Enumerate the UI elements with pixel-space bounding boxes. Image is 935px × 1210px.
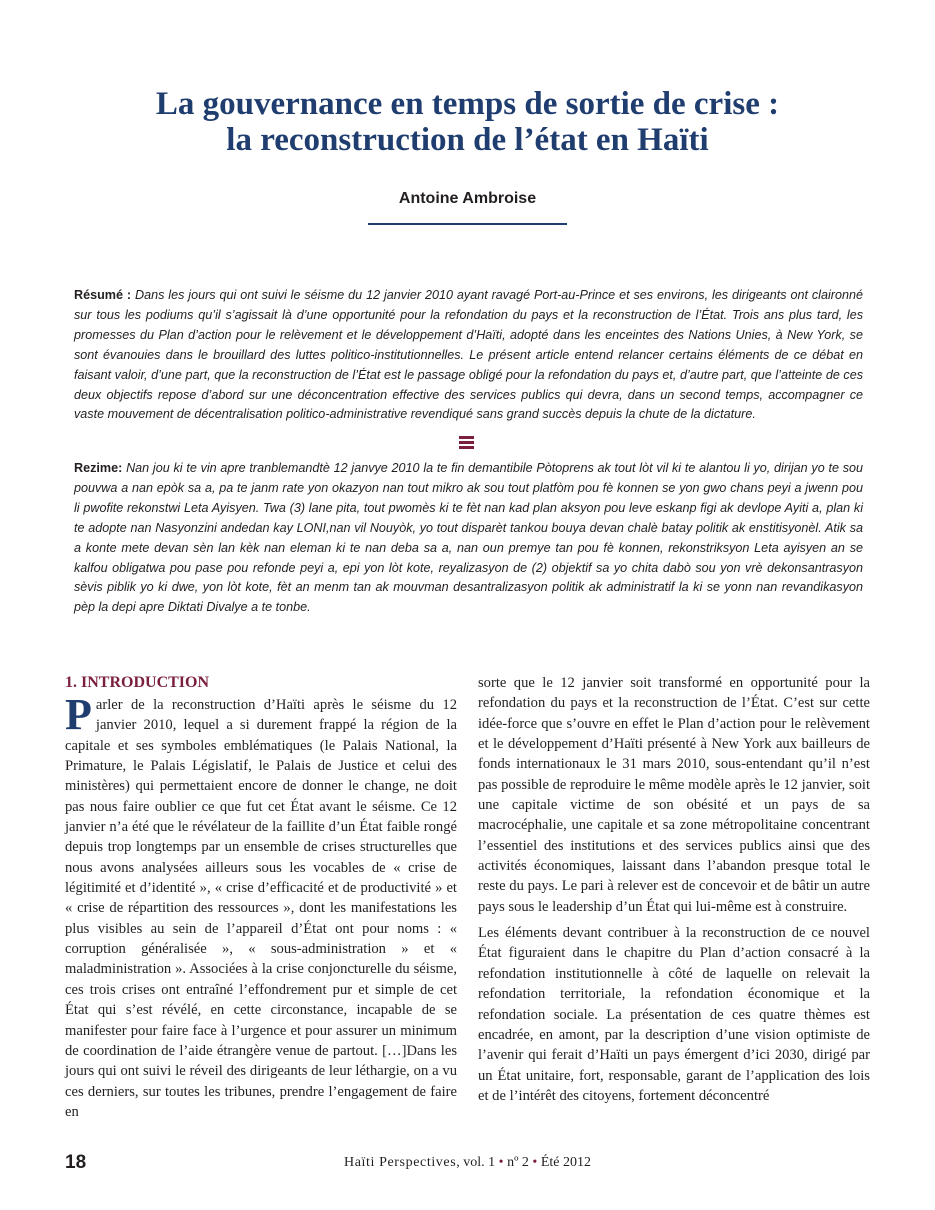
abstract-creole-label: Rezime:: [74, 461, 123, 475]
abstract-french-text: Dans les jours qui ont suivi le séisme du 12 janvier 2010 ayant ravagé Port-au-Prince et ses environs, les dirigeants ont claironné sur tous les podiums qu’il s’agissait là d’une opportunité pour la refondation du pays et la reconstruction de l’État. Trois ans plus tard, les promesses du Plan d’action pour le relèvement et le développement d’Haïti, adopté dans les enceintes des Nations Unies, à New York, se sont évanouies dans le brouillard des luttes politico-institutionnelles. Le présent article entend relancer certains éléments de ce débat en faisant valoir, d’une part, que la reconstruction de l’État est le passage obligé pour la refondation du pays et, d’autre part, que l’atteinte de ces deux objectifs repose d’abord sur une déconcentration effective des services publics qui devra, dans un second temps, accompagner ce vaste mouvement de décentralisation politico-administrative revendiqué sans grand succès depuis la chute de la dictature.: [74, 288, 863, 422]
article-title-line-2: la reconstruction de l’état en Haïti: [226, 122, 709, 158]
abstract-creole-text: Nan jou ki te vin apre tranblemandtè 12 janvye 2010 la te fin demantibile Pòtoprens ak tout lòt vil ki te alantou li yo, dirijan yo te sou pouvwa a nan epòk sa a, pa te janm rate yon okazyon nan tout mikro ak sou tout platfòm pou fè konnen se yon gwo chans peyi a jwenn pou li pwofite rekonstwi Leta Ayisyen. Twa (3) lane pita, tout pwomès ki te fèt nan kad plan aksyon pou leve eskanp figi ak devlope Ayiti a, plan ki te adopte nan Nasyonzini andedan kay LONI,nan vil Nouyòk, yo tout disparèt tankou bouya devan chalè batay politik ak enstitisyonèl. Atik sa a konte mete devan sèn lan kèk nan eleman ki te nan deba sa a, nan oun premye tan pou fè konnen, rekonstriksyon Leta ayisyen an se kalfou obligatwa pou pase pou refonde peyi a, epi yon lòt kote, reyalizasyon de (2) objektif sa yo chita dabò sou yon vrè dekonsantrasyon sèvis piblik yo ki dwe, yon lòt kote, fèt an menm tan ak mouvman desantralizasyon politik ak administratif la ki se yonn nan revandikasyon pèp la depi apre Diktati Divalye a te tonbe.: [74, 461, 864, 615]
body-paragraph: [65, 690, 457, 1122]
article-author: Antoine Ambroise: [398, 190, 537, 207]
journal-volume: , vol. 1: [456, 1155, 496, 1170]
article-title-line-1: La gouvernance en temps de sortie de crise :: [155, 86, 780, 122]
journal-name: Haïti Perspectives: [344, 1155, 457, 1170]
journal-issue: nº 2: [507, 1155, 529, 1170]
body-paragraph: Les éléments devant contribuer à la reconstruction de ce nouvel État figuraient dans le chapitre du Plan d’action consacré à la refondation institutionnelle à côté de laquelle on relevait la refondation territoriale, la refondation économique et la refondation sociale. La présentation de ces quatre thèmes est encadrée, en amont, par la description d’une vision optimiste de l’avenir qui ferait d’Haïti un pays émergent d’ici 2030, dirigé par un État unitaire, fort, responsable, garant de l’application des lois et de l’intérêt des citoyens, fortement déconcentré: [478, 925, 870, 1104]
footer-separator: •: [498, 1155, 504, 1170]
body-column-left: [65, 673, 457, 1122]
triple-bar-ornament-icon: [459, 436, 474, 451]
dropcap-letter: P: [65, 690, 92, 739]
body-paragraph-text: arler de la reconstruction d’Haïti après le séisme du 12 janvier 2010, lequel a si durement frappé la région de la capitale et ses symboles emblématiques (le Palais National, la Primature, le Palais Législatif, le Palais de Justice et celui des ministères) qui permettaient encore de donner le change, ne doit pas nous faire oublier ce que fut cet État avant le séisme. Ce 12 janvier n’a été que le révélateur de la faillite d’un État faible rongé depuis trop longtemps par un ensemble de crises structurelles que nous avons analysées ailleurs sous les vocables de « crise de légitimité et d’identité », « crise d’efficacité et de productivité » et « crise de répartition des ressources », dont les manifestations les plus visibles au sein de l’appareil d’État ont pour noms : « corruption généralisée », « sous-administration » et « maladministration ». Associées à la crise conjoncturelle du séisme, ces trois crises ont entraîné l’effondrement pur et simple de cet État qui s’est révélé, en cette circonstance, incapable de se manifester pour faire face à l’urgence et pour assurer un minimum de coordination de l’aide étrangère venue de partout. […]Dans les jours qui ont suivi le réveil des dirigeants de leur léthargie, on a vu ces derniers, sur toutes les tribunes, prendre l’engagement de faire en: [65, 697, 457, 1120]
article-title: [60, 86, 875, 158]
page-number: 18: [65, 1152, 87, 1173]
section-heading-introduction: 1. INTRODUCTION: [65, 674, 210, 691]
abstract-french-label: Résumé :: [74, 288, 132, 302]
journal-footer: [0, 1155, 935, 1171]
body-paragraph: sorte que le 12 janvier soit transformé en opportunité pour la refondation du pays et la reconstruction de l’État. C’est sur cette idée-force que s’ouvre en effet le Plan d’action pour le relèvement et le développement d’Haïti présenté à New York aux bailleurs de fonds internationaux le 31 mars 2010, sous-entendant qu’il n’est pas possible de reproduire le même modèle après le 12 janvier, soit une capitale victime de son obésité et un pays de sa macrocéphalie, une capitale et sa zone métropolitaine concentrant l’essentiel des institutions et des services publics ainsi que des activités économiques, laissant dans l’abandon presque total le reste du pays. Le pari à relever est de concevoir et de bâtir un autre pays sous le leadership d’un État qui lui-même est à construire.: [478, 675, 870, 915]
abstract-french: [74, 286, 863, 425]
body-column-right: [478, 673, 870, 1106]
journal-season: Été 2012: [540, 1155, 591, 1170]
author-underline: [368, 223, 567, 225]
abstract-creole: [74, 459, 863, 618]
footer-separator: •: [532, 1155, 538, 1170]
